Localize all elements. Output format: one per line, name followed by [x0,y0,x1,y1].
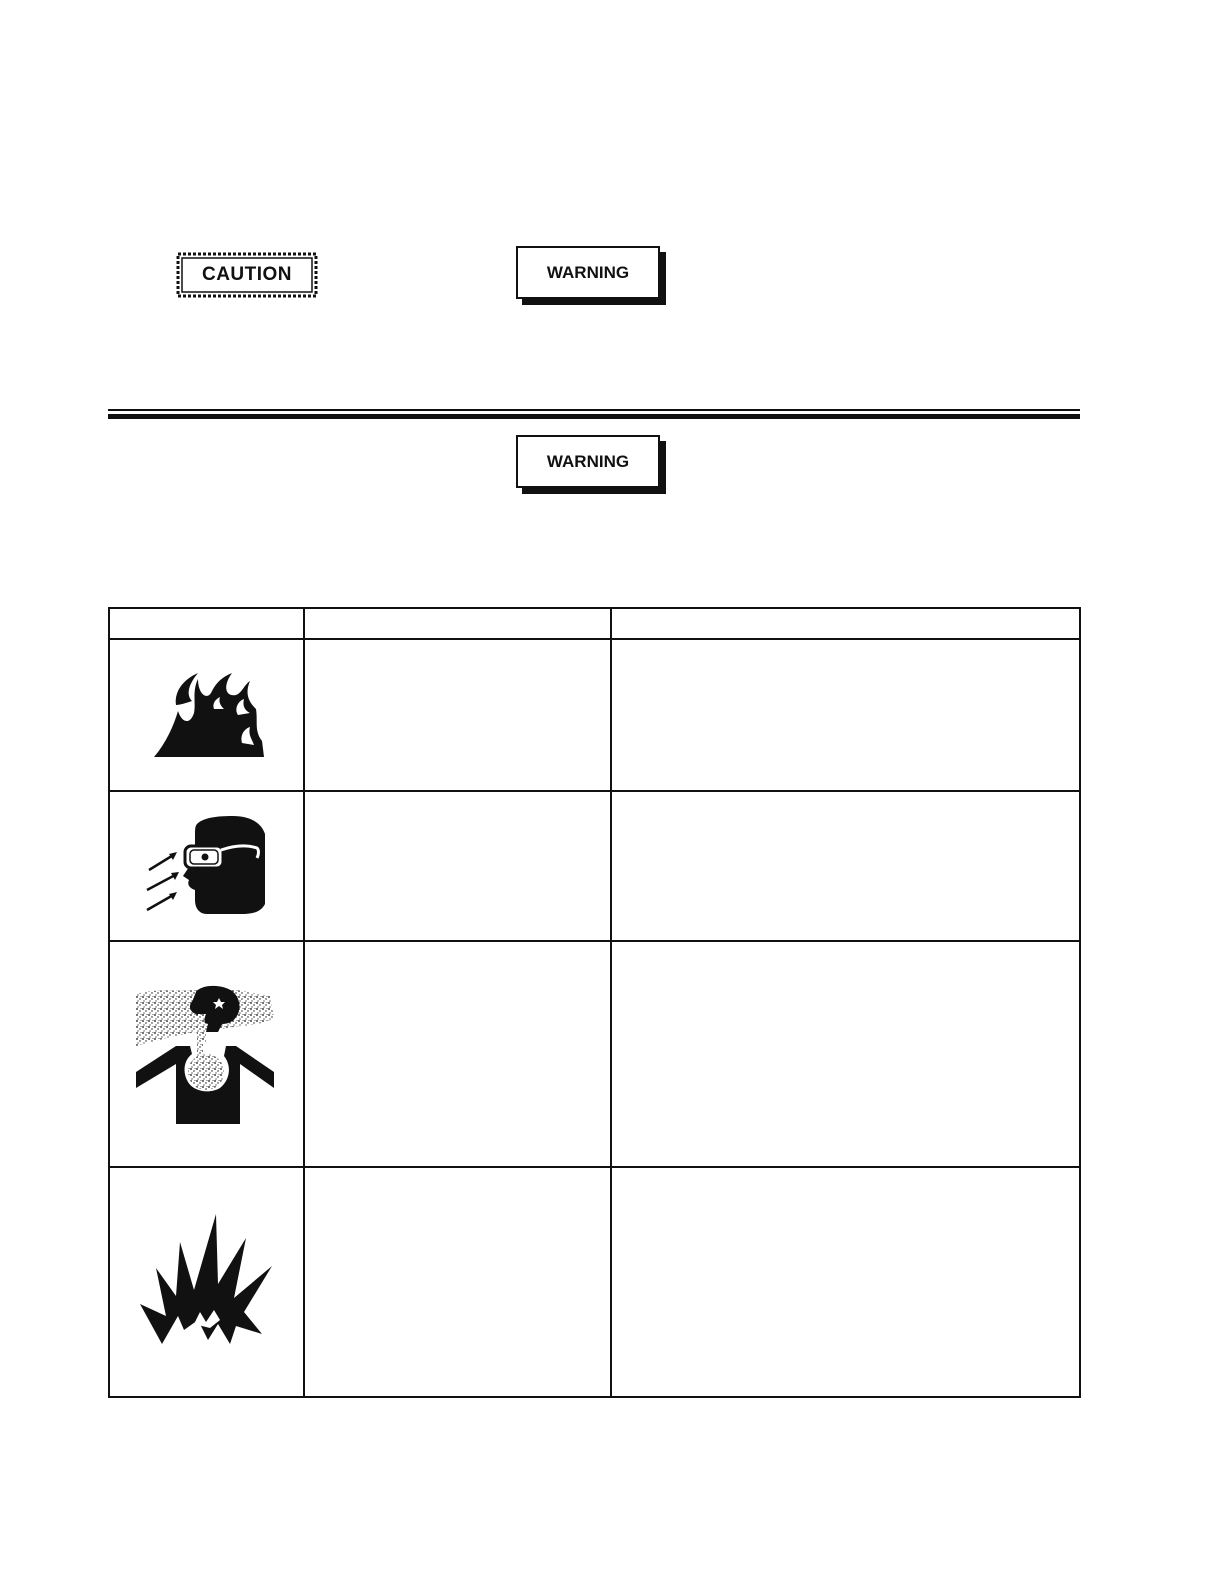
toxic-vapor-inhalation-icon [136,984,276,1124]
table-header-row [109,608,1080,639]
section-rule-thick [108,414,1080,419]
column-header [611,608,1080,639]
precaution-cell [611,791,1080,941]
icon-cell [109,791,304,941]
hazard-description-cell [304,1167,611,1397]
warning-label-top [516,246,660,299]
table-row [109,941,1080,1167]
table-row [109,639,1080,791]
icon-cell [109,941,304,1167]
hazard-description-cell [304,791,611,941]
eye-protection-icon [141,814,271,918]
icon-cell [109,1167,304,1397]
caution-label [174,250,320,300]
precaution-cell [611,639,1080,791]
warning-label-section [516,435,660,488]
table-row [109,1167,1080,1397]
explosion-icon [136,1212,276,1352]
warning-text: WARNING [546,452,630,471]
warning-text: WARNING [546,263,630,282]
precaution-cell [611,1167,1080,1397]
hazard-description-cell [304,639,611,791]
fire-icon [146,665,266,765]
hazard-description-cell [304,941,611,1167]
section-rule-thin [108,409,1080,411]
table-row [109,791,1080,941]
precaution-cell [611,941,1080,1167]
hazard-table [108,607,1081,1398]
caution-text: CAUTION [201,264,293,285]
icon-cell [109,639,304,791]
column-header [109,608,304,639]
column-header [304,608,611,639]
